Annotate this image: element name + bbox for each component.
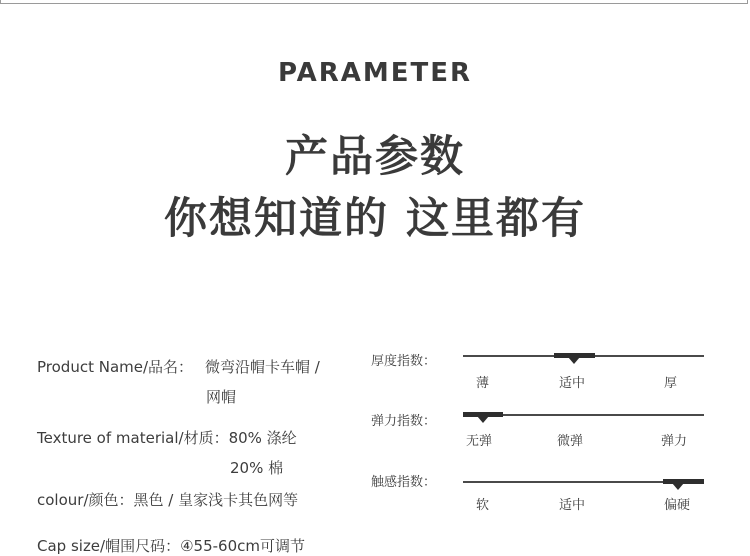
spec-material-key: Texture of material/材质： [37, 429, 229, 447]
meter-thickness-pointer-icon [568, 357, 580, 364]
spec-colour-value: 黑色 / 皇家浅卡其色网等 [133, 491, 299, 509]
spec-name-value: 微弯沿帽卡车帽 / [205, 358, 320, 376]
spec-name-row [37, 356, 320, 377]
meter-elasticity-option: 无弹 [466, 434, 493, 449]
meter-thickness-label: 厚度指数： [371, 354, 437, 369]
spec-colour-row [37, 489, 298, 510]
page-subtitle: 你想知道的 这里都有 [164, 194, 586, 244]
spec-size-row [37, 535, 305, 556]
meter-elasticity-option: 微弹 [557, 434, 584, 449]
meter-touch-option: 偏硬 [664, 498, 691, 513]
spec-colour-key: colour/颜色： [37, 491, 134, 509]
meter-touch-option: 软 [476, 498, 490, 513]
spec-material-value-cont: 20% 棉 [230, 459, 284, 477]
meter-thickness-scale [463, 355, 704, 357]
spec-material-row [37, 427, 297, 448]
meter-elasticity-option: 弹力 [661, 434, 688, 449]
meter-elasticity-scale [463, 414, 704, 416]
top-frame-border [0, 0, 748, 4]
section-kicker: PARAMETER [277, 58, 473, 88]
page-title: 产品参数 [285, 132, 465, 182]
meter-thickness-option: 薄 [476, 376, 490, 391]
meter-touch-label: 触感指数： [371, 475, 437, 490]
spec-size-key: Cap size/帽围尺码： [37, 537, 181, 555]
spec-size-value: ④55-60cm可调节 [180, 537, 306, 555]
meter-elasticity-label: 弹力指数： [371, 414, 437, 429]
spec-name-value-cont: 网帽 [206, 388, 237, 406]
meter-touch-scale [463, 481, 704, 483]
spec-material-value: 80% 涤纶 [228, 429, 297, 447]
meter-touch-option: 适中 [559, 498, 586, 513]
meter-thickness-option: 厚 [664, 376, 678, 391]
meter-touch-pointer-icon [672, 483, 684, 490]
meter-elasticity-pointer-icon [477, 416, 489, 423]
meter-thickness-option: 适中 [559, 376, 586, 391]
spec-name-key: Product Name/品名： [37, 358, 194, 376]
